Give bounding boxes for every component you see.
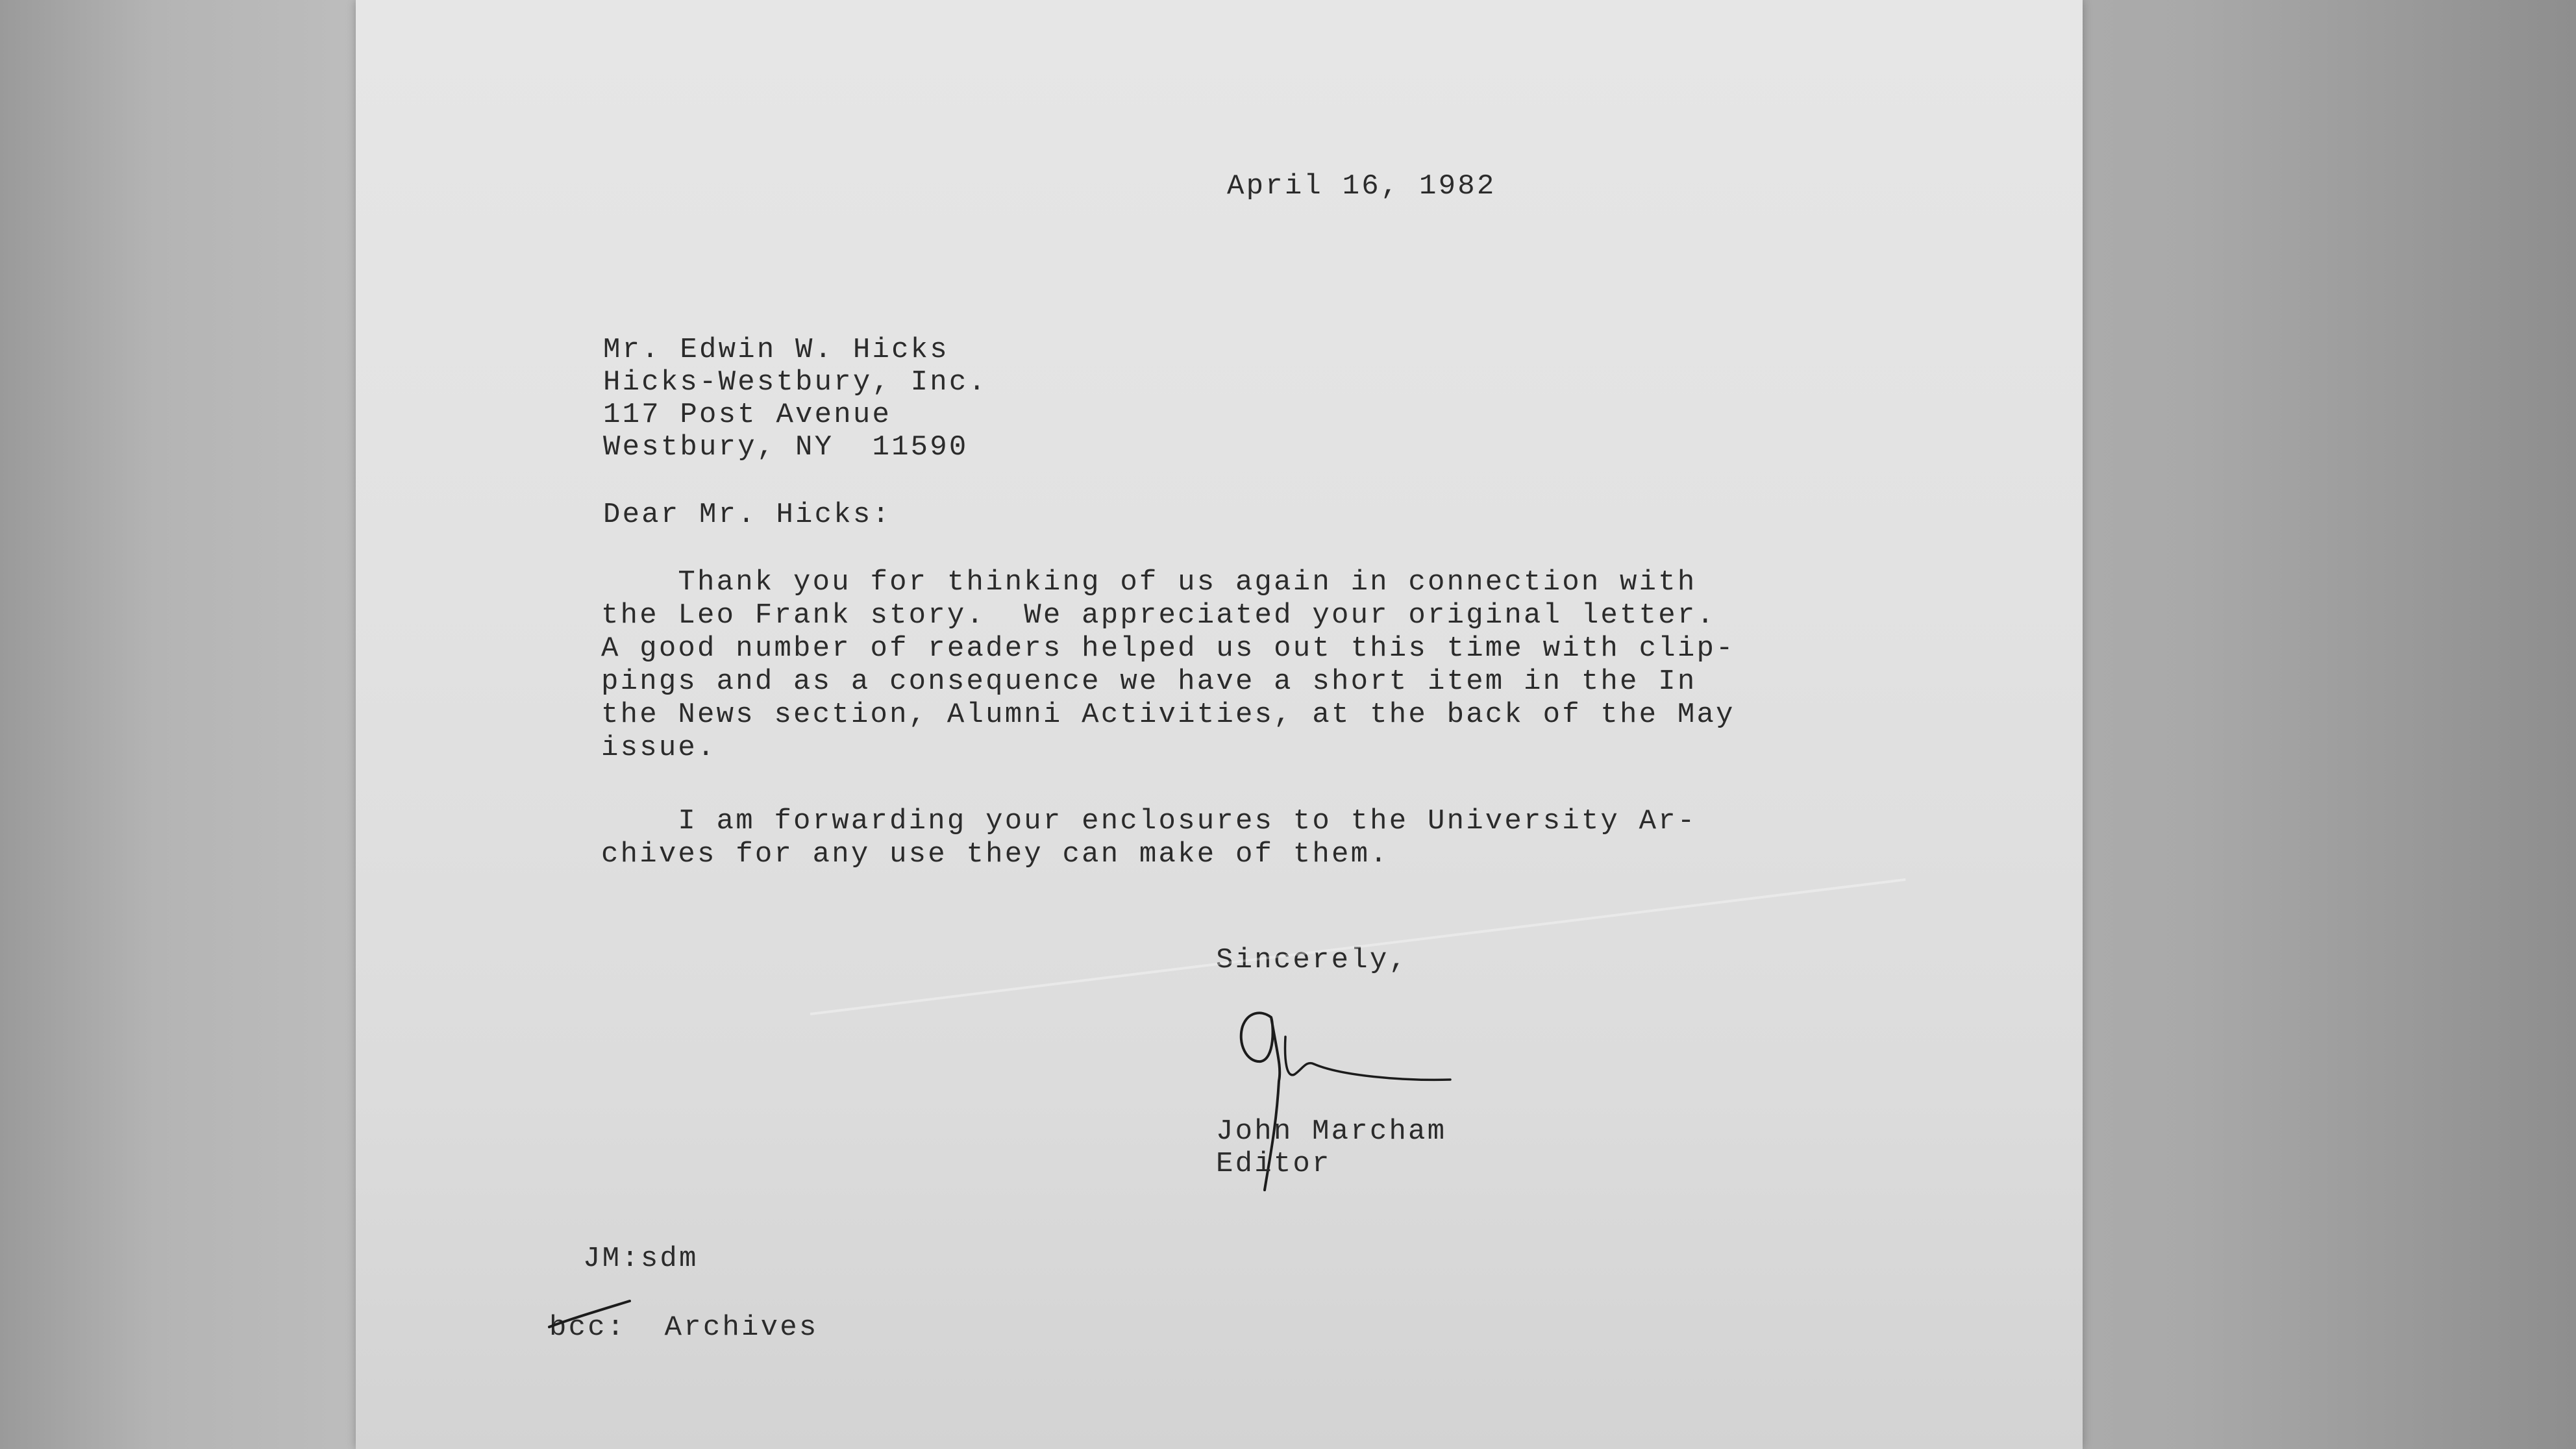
- paragraph-line: A good number of readers helped us out this time with clip-: [601, 632, 1735, 665]
- recipient-company: Hicks-Westbury, Inc.: [603, 366, 988, 399]
- letter-page: [356, 0, 2083, 1449]
- paragraph-line: the Leo Frank story. We appreciated your original letter.: [601, 599, 1716, 632]
- paragraph-line: I am forwarding your enclosures to the University Ar-: [601, 805, 1697, 837]
- paragraph-line: the News section, Alumni Activities, at the back of the May: [601, 699, 1735, 731]
- signer-name: John Marcham: [1216, 1115, 1447, 1148]
- recipient-street: 117 Post Avenue: [603, 399, 892, 431]
- cc-line: bcc: Archives: [549, 1311, 819, 1344]
- recipient-city: Westbury, NY 11590: [603, 431, 969, 464]
- recipient-name: Mr. Edwin W. Hicks: [603, 334, 949, 366]
- paragraph-line: pings and as a consequence we have a short item in the In: [601, 665, 1697, 698]
- cc-strikethrough: [544, 1292, 635, 1337]
- typist-initials: JM:sdm: [583, 1243, 699, 1275]
- closing: Sincerely,: [1216, 944, 1409, 976]
- paragraph-line: chives for any use they can make of them.: [601, 838, 1389, 871]
- paragraph-line: Thank you for thinking of us again in connection with: [601, 566, 1697, 599]
- letter-date: April 16, 1982: [1227, 170, 1496, 203]
- paragraph-line: issue.: [601, 732, 717, 764]
- salutation: Dear Mr. Hicks:: [603, 499, 892, 531]
- signer-title: Editor: [1216, 1148, 1331, 1180]
